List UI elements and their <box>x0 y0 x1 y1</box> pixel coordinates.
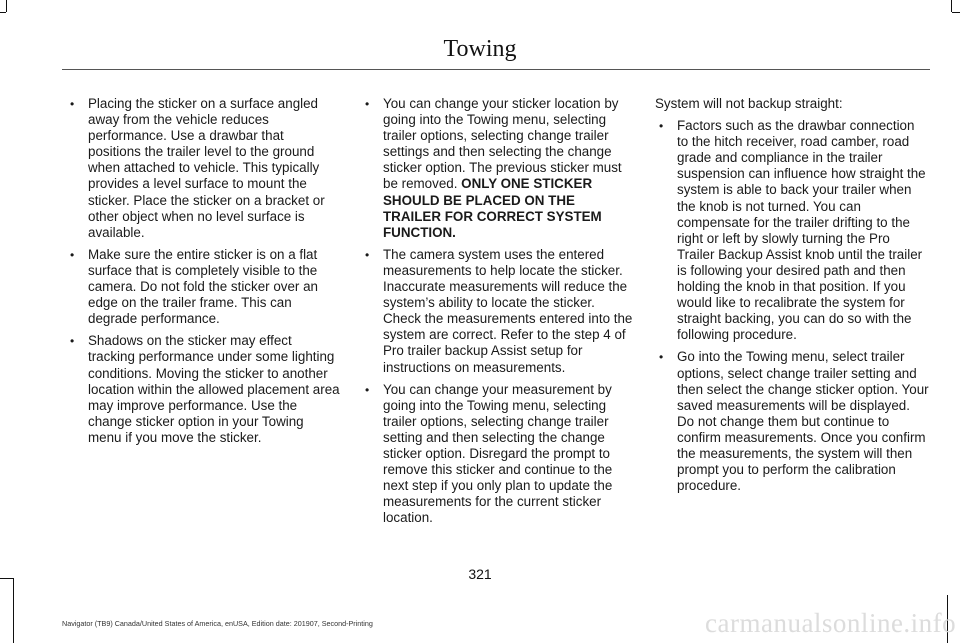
edition-footer: Navigator (TB9) Canada/United States of America, enUSA, Edition date: 201907, Second-Printing <box>62 619 373 628</box>
list-item: • Factors such as the drawbar connection to the hitch receiver, road camber, road grade and compliance in the trailer suspension can influence how straight the system is able to back your trailer when the knob is not turned. You can compensate for the trailer drifting to the right or left by slowly turning the Pro Trailer Backup Assist knob until the trailer is following your desired path and then holding the knob in that position. If you would like to recalibrate the system for straight backing, you can do so with the following procedure. <box>655 118 929 343</box>
column-left <box>66 96 340 452</box>
list-item: • Placing the sticker on a surface angled away from the vehicle reduces performance. Use a drawbar that positions the trailer level to the ground when attached to vehicle. This typically provides a level surface to mount the sticker. Place the sticker on a bracket or other object when no level surface is available. <box>66 96 340 241</box>
list-item: • Go into the Towing menu, select trailer options, select change trailer setting and then select the change sticker option. Your saved measurements will be displayed. Do not change them but continue to confirm measurements. Once you confirm the measurements, the system will then prompt you to perform the calibration procedure. <box>655 349 929 494</box>
list-item <box>361 96 635 241</box>
crop-mark <box>0 12 6 13</box>
list-item: • Shadows on the sticker may effect tracking performance under some lighting conditions. Moving the sticker to another location within the allowed placement area may improve performance. Use the change sticker option in your Towing menu if you move the sticker. <box>66 333 340 446</box>
crop-mark <box>952 12 960 13</box>
column-right <box>655 96 929 500</box>
bullet-list <box>655 118 929 494</box>
bullet-list <box>66 96 340 446</box>
page-title: Towing <box>443 36 517 62</box>
page-number: 321 <box>468 566 492 582</box>
warning-text: ONLY ONE STICKER SHOULD BE PLACED ON THE TRAILER FOR CORRECT SYSTEM FUNCTION. <box>383 176 602 240</box>
bullet-list <box>361 96 635 526</box>
watermark: carmanualsonline.info <box>705 608 957 638</box>
header-divider <box>62 69 930 70</box>
list-item-text: You can change your sticker location by going into the Towing menu, selecting trailer options, selecting change trailer settings and then selecting the change sticker option. The previous sticker must be removed. <box>383 96 622 192</box>
list-item: • You can change your measurement by going into the Towing menu, selecting trailer options, selecting change trailer setting and then selecting the change sticker option. Disregard the prompt to remove this sticker and continue to the next step if you only plan to update the measurements for the current sticker location. <box>361 382 635 527</box>
crop-mark <box>951 0 952 12</box>
column-middle <box>361 96 635 532</box>
crop-mark <box>13 578 14 643</box>
list-item: • The camera system uses the entered measurements to help locate the sticker. Inaccurate measurements will reduce the system’s ability to locate the sticker. Check the measurements entered into the system are correct. Refer to the step 4 of Pro trailer backup Assist setup for instructions on measurements. <box>361 247 635 376</box>
section-lead: System will not backup straight: <box>655 96 843 111</box>
crop-mark <box>6 0 7 12</box>
list-item: • Make sure the entire sticker is on a flat surface that is completely visible to the camera. Do not fold the sticker over an edge on the trailer frame. This can degrade performance. <box>66 247 340 327</box>
